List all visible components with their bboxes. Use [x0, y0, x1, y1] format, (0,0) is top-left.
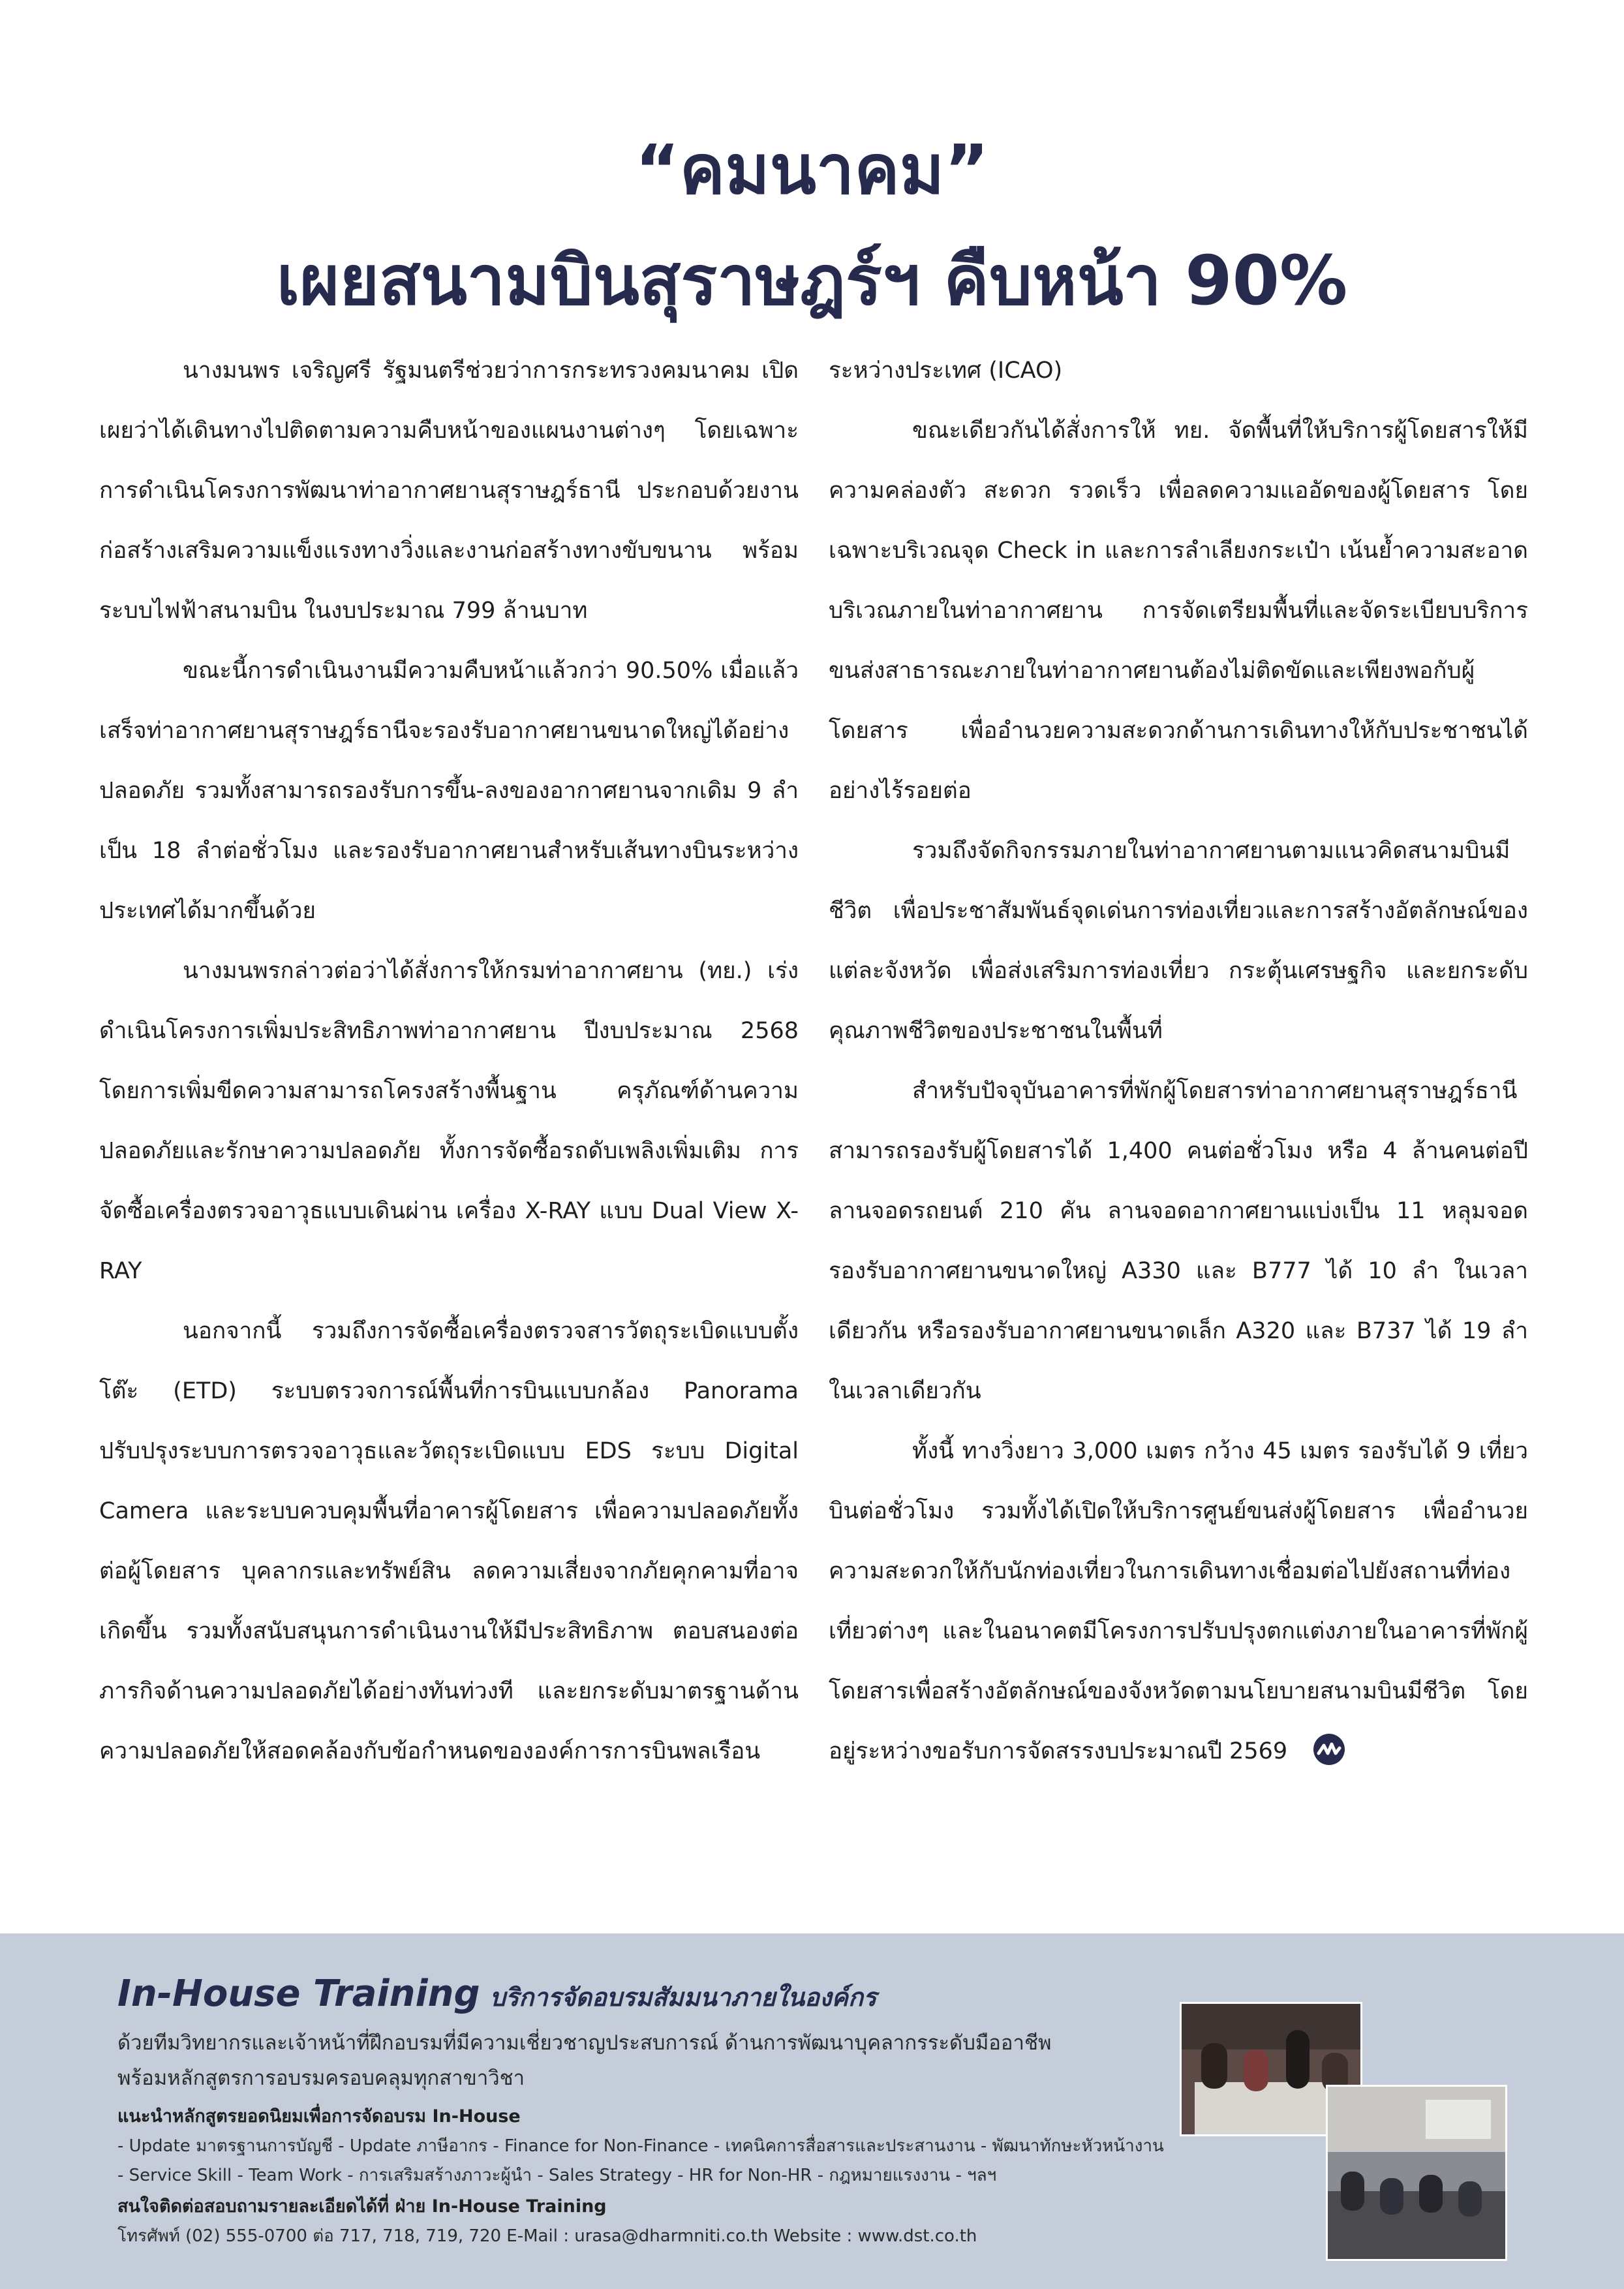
paragraph: ขณะเดียวกันได้สั่งการให้ ทย. จัดพื้นที่ให้บริการผู้โดยสารให้มีความคล่องตัว สะดวก รวดเร็ว เพื่อลดความแออัดของผู้โดยสาร โดยเฉพาะบริเวณจุด Check in และการลำเลียงกระเป๋า เน้นย้ำความสะอาดบริเวณภายในท่าอากาศยาน การจัดเตรียมพื้นที่และจัดระเบียบบริการขนส่งสาธารณะภายในท่าอากาศยานต้องไม่ติดขัดและเพียงพอกับผู้โดยสาร เพื่ออำนวยความสะดวกด้านการเดินทางให้กับประชาชนได้อย่างไร้รอยต่อ [829, 418, 1528, 804]
paragraph: สำหรับปัจจุบันอาคารที่พักผู้โดยสารท่าอากาศยานสุราษฎร์ธานีสามารถรองรับผู้โดยสารได้ 1,400 คนต่อชั่วโมง หรือ 4 ล้านคนต่อปี ลานจอดรถยนต์ 210 คัน ลานจอดอากาศยานแบ่งเป็น 11 หลุมจอด รองรับอากาศยานขนาดใหญ่ A330 และ B777 ได้ 10 ลำ ในเวลาเดียวกัน หรือรองรับอากาศยานขนาดเล็ก A320 และ B737 ได้ 19 ลำ ในเวลาเดียวกัน [829, 1078, 1528, 1404]
article-title-line-1: “คมนาคม” [635, 130, 989, 209]
footer-contact-heading: สนใจติดต่อสอบถามรายละเอียดได้ที่ ฝ่าย In-House Training [117, 2196, 607, 2217]
footer-contact-line: โทรศัพท์ (02) 555-0700 ต่อ 717, 718, 719, 720 E-Mail : urasa@dharmniti.co.th Website : www.dst.co.th [117, 2226, 977, 2246]
paragraph-last-text: ทั้งนี้ ทางวิ่งยาว 3,000 เมตร กว้าง 45 เมตร รองรับได้ 9 เที่ยวบินต่อชั่วโมง รวมทั้งได้เปิดให้บริการศูนย์ขนส่งผู้โดยสาร เพื่ออำนวยความสะดวกให้กับนักท่องเที่ยวในการเดินทางเชื่อมต่อไปยังสถานที่ท่องเที่ยวต่างๆ และในอนาคตมีโครงการปรับปรุงตกแต่งภายในอาคารที่พักผู้โดยสารเพื่อสร้างอัตลักษณ์ของจังหวัดตามนโยบายสนามบินมีชีวิต โดยอยู่ระหว่างขอรับการจัดสรรงบประมาณปี 2569 [829, 1438, 1528, 1764]
paragraph: ขณะนี้การดำเนินงานมีความคืบหน้าแล้วกว่า 90.50% เมื่อแล้วเสร็จท่าอากาศยานสุราษฎร์ธานีจะรองรับอากาศยานขนาดใหญ่ได้อย่างปลอดภัย รวมทั้งสามารถรองรับการขึ้น-ลงของอากาศยานจากเดิม 9 ลำ เป็น 18 ลำต่อชั่วโมง และรองรับอากาศยานสำหรับเส้นทางบินระหว่างประเทศได้มากขึ้นด้วย [99, 658, 799, 924]
article-title [0, 114, 1624, 336]
article-column-right [829, 341, 1528, 1781]
paragraph: นางมนพรกล่าวต่อว่าได้สั่งการให้กรมท่าอากาศยาน (ทย.) เร่งดำเนินโครงการเพิ่มประสิทธิภาพท่าอากาศยาน ปีงบประมาณ 2568 โดยการเพิ่มขีดความสามารถโครงสร้างพื้นฐาน ครุภัณฑ์ด้านความปลอดภัยและรักษาความปลอดภัย ทั้งการจัดซื้อรถดับเพลิงเพิ่มเติม การจัดซื้อเครื่องตรวจอาวุธแบบเดินผ่าน เครื่อง X-RAY แบบ Dual View X-RAY [99, 958, 799, 1284]
footer-description-1: ด้วยทีมวิทยากรและเจ้าหน้าที่ฝึกอบรมที่มีความเชี่ยวชาญประสบการณ์ ด้านการพัฒนาบุคลากรระดับมืออาชีพ [117, 2031, 1052, 2055]
training-photo-2 [1326, 2085, 1507, 2261]
footer-courses-2: - Service Skill - Team Work - การเสริมสร้างภาวะผู้นำ - Sales Strategy - HR for Non-HR - กฎหมายแรงงาน - ฯลฯ [117, 2166, 997, 2185]
footer-brand: In-House Training [117, 1973, 480, 2015]
footer-heading [117, 1973, 876, 2017]
end-mark-icon [1313, 1734, 1345, 1765]
paragraph: นอกจากนี้ รวมถึงการจัดซื้อเครื่องตรวจสารวัตถุระเบิดแบบตั้งโต๊ะ (ETD) ระบบตรวจการณ์พื้นที่การบินแบบกล้อง Panorama ปรับปรุงระบบการตรวจอาวุธและวัตถุระเบิดแบบ EDS ระบบ Digital Camera และระบบควบคุมพื้นที่อาคารผู้โดยสาร เพื่อความปลอดภัยทั้งต่อผู้โดยสาร บุคลากรและทรัพย์สิน ลดความเสี่ยงจากภัยคุกคามที่อาจเกิดขึ้น รวมทั้งสนับสนุนการดำเนินงานให้มีประสิทธิภาพ ตอบสนองต่อภารกิจด้านความปลอดภัยได้อย่างทันท่วงที และยกระดับมาตรฐานด้านความปลอดภัยให้สอดคล้องกับข้อกำหนดขององค์การการบินพลเรือน [99, 1318, 799, 1764]
paragraph: นางมนพร เจริญศรี รัฐมนตรีช่วยว่าการกระทรวงคมนาคม เปิดเผยว่าได้เดินทางไปติดตามความคืบหน้าของแผนงานต่างๆ โดยเฉพาะการดำเนินโครงการพัฒนาท่าอากาศยานสุราษฎร์ธานี ประกอบด้วยงานก่อสร้างเสริมความแข็งแรงทางวิ่งและงานก่อสร้างทางขับขนาน พร้อมระบบไฟฟ้าสนามบิน ในงบประมาณ 799 ล้านบาท [99, 358, 799, 624]
paragraph-last [829, 1421, 1528, 1781]
paragraph: ระหว่างประเทศ (ICAO) [829, 358, 1063, 384]
article-title-line-2: เผยสนามบินสุราษฎร์ฯ คืบหน้า 90% [276, 241, 1348, 320]
paragraph: รวมถึงจัดกิจกรรมภายในท่าอากาศยานตามแนวคิดสนามบินมีชีวิต เพื่อประชาสัมพันธ์จุดเด่นการท่องเที่ยวและการสร้างอัตลักษณ์ของแต่ละจังหวัด เพื่อส่งเสริมการท่องเที่ยว กระตุ้นเศรษฐกิจ และยกระดับคุณภาพชีวิตของประชาชนในพื้นที่ [829, 838, 1528, 1044]
footer-banner [0, 1933, 1624, 2289]
footer-tagline: บริการจัดอบรมสัมมนาภายในองค์กร [489, 1983, 877, 2012]
footer-description-2: พร้อมหลักสูตรการอบรมครอบคลุมทุกสาขาวิชา [117, 2066, 525, 2090]
footer-recommend-heading: แนะนำหลักสูตรยอดนิยมเพื่อการจัดอบรม In-House [117, 2106, 521, 2127]
footer-courses-1: - Update มาตรฐานการบัญชี - Update ภาษีอากร - Finance for Non-Finance - เทคนิคการสื่อสารและประสานงาน - พัฒนาทักษะหัวหน้างาน [117, 2136, 1164, 2156]
article-column-left [99, 341, 799, 1781]
